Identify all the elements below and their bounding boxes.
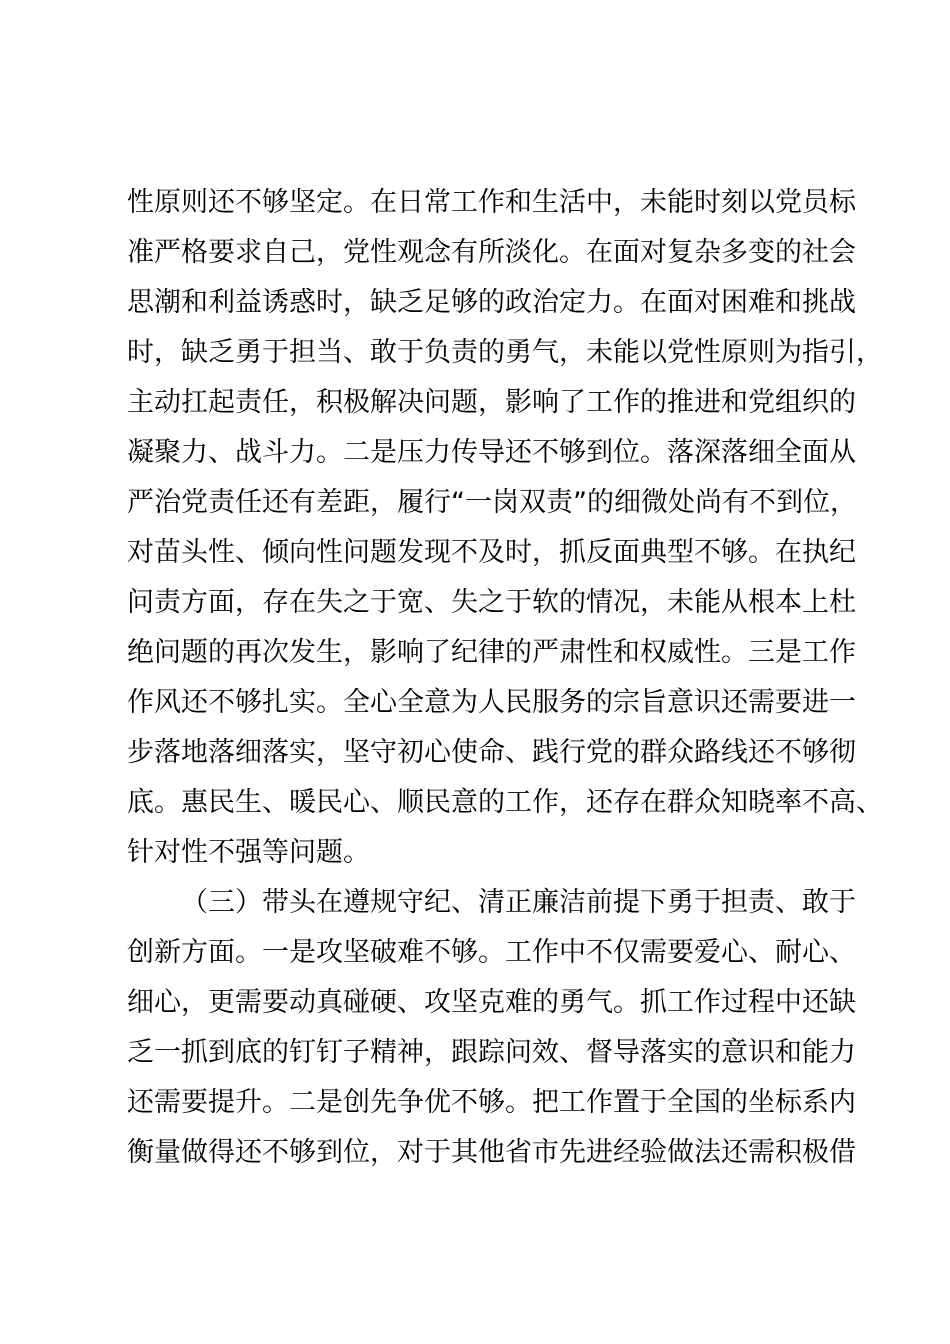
text-line: 准严格要求自己，党性观念有所淡化。在面对复杂多变的社会 xyxy=(127,237,856,268)
text-line: 绝问题的再次发生，影响了纪律的严肃性和权威性。三是工作 xyxy=(127,637,856,668)
text-line: 底。惠民生、暖民心、顺民意的工作，还存在群众知晓率不高、 xyxy=(127,787,883,818)
text-line: 细心，更需要动真碰硬、攻坚克难的勇气。抓工作过程中还缺 xyxy=(127,987,856,1018)
text-line: 时，缺乏勇于担当、敢于负责的勇气，未能以党性原则为指引， xyxy=(127,337,883,368)
text-line: 严治党责任还有差距，履行“一岗双责”的细微处尚有不到位， xyxy=(127,487,857,518)
text-line: 问责方面，存在失之于宽、失之于软的情况，未能从根本上杜 xyxy=(127,587,856,618)
text-line: 步落地落细落实，坚守初心使命、践行党的群众路线还不够彻 xyxy=(127,737,856,768)
text-line: 性原则还不够坚定。在日常工作和生活中，未能时刻以党员标 xyxy=(127,187,856,218)
text-line: 衡量做得还不够到位，对于其他省市先进经验做法还需积极借 xyxy=(127,1137,856,1168)
body-text xyxy=(127,178,887,1178)
text-line: 凝聚力、战斗力。二是压力传导还不够到位。落深落细全面从 xyxy=(127,437,856,468)
text-line: 思潮和利益诱惑时，缺乏足够的政治定力。在面对困难和挑战 xyxy=(127,287,856,318)
text-line: 针对性不强等问题。 xyxy=(127,837,370,868)
text-line: 对苗头性、倾向性问题发现不及时，抓反面典型不够。在执纪 xyxy=(127,537,856,568)
text-line: 创新方面。一是攻坚破难不够。工作中不仅需要爱心、耐心、 xyxy=(127,937,856,968)
section-heading-line: （三）带头在遵规守纪、清正廉洁前提下勇于担责、敢于 xyxy=(181,887,856,918)
text-line: 还需要提升。二是创先争优不够。把工作置于全国的坐标系内 xyxy=(127,1087,856,1118)
text-line: 主动扛起责任，积极解决问题，影响了工作的推进和党组织的 xyxy=(127,387,856,418)
text-line: 乏一抓到底的钉钉子精神，跟踪问效、督导落实的意识和能力 xyxy=(127,1037,856,1068)
text-line: 作风还不够扎实。全心全意为人民服务的宗旨意识还需要进一 xyxy=(127,687,856,718)
